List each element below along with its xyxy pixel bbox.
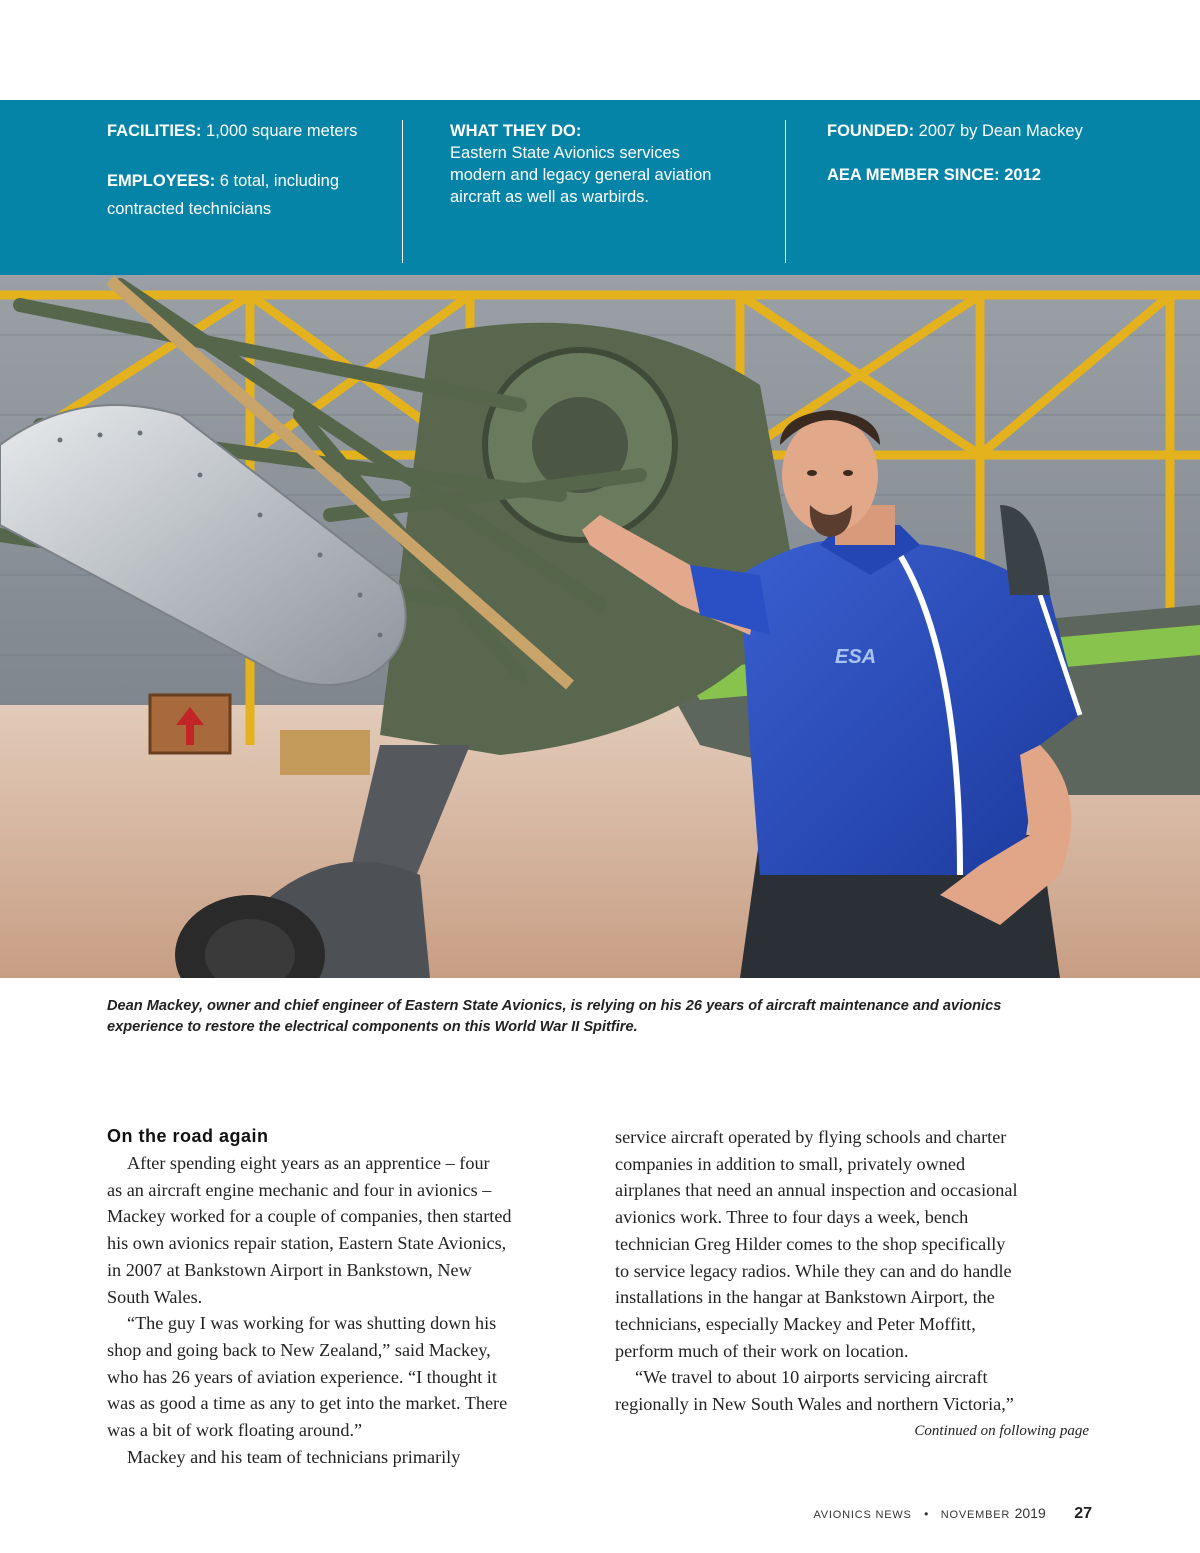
facilities-value: 1,000 square meters (206, 122, 358, 140)
facilities-row (107, 120, 392, 142)
founded-label: FOUNDED: (827, 122, 915, 140)
article-column-left (107, 1124, 585, 1470)
body-line: companies in addition to small, privately owned (615, 1153, 966, 1174)
article-column-right (615, 1124, 1093, 1418)
issue-month: NOVEMBER (940, 1509, 1011, 1521)
body-line: avionics work. Three to four days a week, bench (615, 1207, 969, 1228)
fact-column-3 (827, 120, 1167, 186)
body-line: his own avionics repair station, Eastern State Avionics, (107, 1233, 507, 1254)
body-line: in 2007 at Bankstown Airport in Bankstown, New (107, 1259, 472, 1280)
body-line: as an aircraft engine mechanic and four in avionics – (107, 1179, 492, 1200)
page-number: 27 (1074, 1505, 1092, 1522)
fact-column-1 (107, 120, 392, 220)
hangar-photo (0, 275, 1200, 978)
what-line: modern and legacy general aviation (450, 166, 712, 184)
body-line: After spending eight years as an apprentice – four (127, 1153, 490, 1173)
body-line: who has 26 years of aviation experience. “I thought it (107, 1366, 497, 1387)
footer-bullet: • (924, 1507, 929, 1521)
caption-line: Dean Mackey, owner and chief engineer of Eastern State Avionics, is relying on his 26 years of aircraft maintenance and avionics (107, 998, 1002, 1014)
page-footer (700, 1505, 1092, 1523)
body-line: service aircraft operated by flying schools and charter (615, 1127, 1007, 1147)
body-line: technicians, especially Mackey and Peter Moffitt, (615, 1313, 976, 1334)
member-label: AEA MEMBER SINCE: (827, 166, 1000, 184)
fact-divider-2 (785, 120, 786, 263)
what-line: aircraft as well as warbirds. (450, 188, 649, 206)
what-label: WHAT THEY DO: (450, 122, 582, 140)
body-line: shop and going back to New Zealand,” said Mackey, (107, 1339, 491, 1360)
section-heading: On the road again (107, 1126, 269, 1146)
founded-row (827, 120, 1167, 142)
employees-value: 6 total, including (219, 172, 340, 190)
fact-divider-1 (402, 120, 403, 263)
body-line: to service legacy radios. While they can and do handle (615, 1260, 1012, 1281)
employees-label: EMPLOYEES: (107, 172, 216, 190)
body-line: installations in the hangar at Bankstown Airport, the (615, 1287, 995, 1308)
member-value: 2012 (1004, 166, 1041, 184)
what-line: Eastern State Avionics services (450, 144, 680, 162)
body-line: airplanes that need an annual inspection and occasional (615, 1180, 1018, 1201)
body-line: South Wales. (107, 1286, 203, 1307)
body-line: was a bit of work floating around.” (107, 1420, 363, 1441)
body-line: was as good a time as any to get into the market. There (107, 1393, 508, 1414)
employees-value-2: contracted technicians (107, 200, 272, 218)
fact-box (0, 100, 1200, 275)
shirt-logo: ESA (835, 646, 877, 668)
photo-caption (107, 996, 1097, 1038)
caption-line: experience to restore the electrical components on this World War II Spitfire. (107, 1019, 638, 1035)
publication-name: AVIONICS NEWS (813, 1509, 912, 1521)
employees-row (107, 170, 392, 192)
body-line: perform much of their work on location. (615, 1340, 909, 1361)
body-line: “The guy I was working for was shutting down his (127, 1313, 497, 1334)
body-line: Mackey and his team of technicians primarily (127, 1446, 461, 1467)
member-row (827, 164, 1167, 186)
body-line: Mackey worked for a couple of companies, then started (107, 1206, 512, 1227)
continued-note: Continued on following page (914, 1423, 1089, 1439)
body-line: “We travel to about 10 airports servicing aircraft (635, 1367, 988, 1388)
body-line: technician Greg Hilder comes to the shop specifically (615, 1233, 1006, 1254)
founded-value: 2007 by Dean Mackey (918, 122, 1083, 140)
issue-year: 2019 (1014, 1505, 1046, 1521)
fact-column-2 (450, 120, 770, 208)
facilities-label: FACILITIES: (107, 122, 202, 140)
body-line: regionally in New South Wales and northern Victoria,” (615, 1394, 1014, 1415)
